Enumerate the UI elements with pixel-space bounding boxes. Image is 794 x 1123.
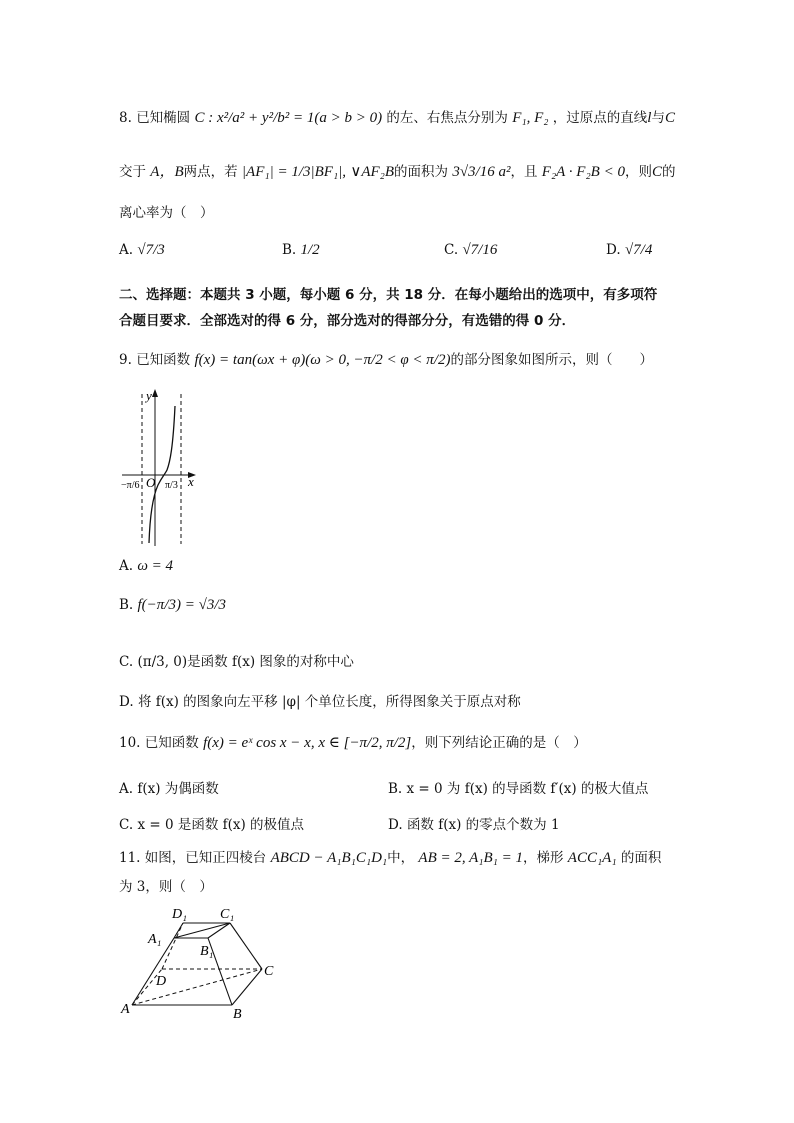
q8-ellipse-formula: C : x²/a² + y²/b² = 1(a > b > 0) <box>194 110 383 126</box>
q10-option-b[interactable] <box>388 777 648 797</box>
q8-line-l: l <box>647 110 652 126</box>
q8-c-letter: C <box>664 110 675 126</box>
q11-stem-line2: 为 3，则（ ） <box>119 879 213 895</box>
q11-solid: ABCD − A₁B₁C₁D₁ <box>270 850 388 866</box>
q9-text: 已知函数 <box>136 352 191 368</box>
edge-bc <box>232 969 262 1005</box>
label-d1: D₁ <box>172 907 187 922</box>
option-label: C. <box>119 654 134 670</box>
q8-text: ，过原点的直线 <box>552 110 648 126</box>
q8-option-a[interactable] <box>119 242 165 259</box>
q9-stem <box>119 350 653 370</box>
q10-text: ，则下列结论正确的是（ ） <box>411 735 587 751</box>
q8-text: ，则 <box>624 164 652 180</box>
q8-dot-product: F₂A · F₂B < 0 <box>541 164 625 180</box>
q10-stem <box>119 733 587 753</box>
q8-text: 的 <box>661 164 676 180</box>
q8-number: 8. <box>119 110 132 126</box>
label-b1: B₁ <box>200 944 214 959</box>
q9-tangent-graph <box>118 388 198 548</box>
q8-condition: |AF₁| = 1/3|BF₁|, <box>241 164 347 180</box>
edge-dd1 <box>162 923 183 969</box>
option-label: B. <box>388 781 403 797</box>
option-label: B. <box>282 242 297 258</box>
label-a: A <box>121 1002 130 1017</box>
y-axis-arrow-icon <box>152 389 158 397</box>
q8-points: A，B <box>150 164 184 180</box>
q11-lengths: AB = 2, A₁B₁ = 1 <box>418 850 523 866</box>
edge-b1c1 <box>208 923 230 938</box>
section2-line2: 合题目要求．全部选对的得 6 分，部分选对的得部分分，有选错的得 0 分． <box>119 313 576 329</box>
q11-frustum-figure <box>118 903 288 1023</box>
q11-text: ，梯形 <box>522 850 564 866</box>
option-label: A. <box>119 242 134 258</box>
option-value: 将 f(x) 的图象向左平移 |φ| 个单位长度，所得图象关于原点对称 <box>137 694 521 710</box>
q8-line2 <box>119 162 675 182</box>
q9-formula: f(x) = tan(ωx + φ)(ω > 0, −π/2 < φ < π/2) <box>194 352 451 368</box>
q8-text: 的面积为 <box>394 164 449 180</box>
q11-trapezoid: ACC₁A₁ <box>567 850 617 866</box>
section2-line1: 二、选择题：本题共 3 小题，每小题 6 分，共 18 分．在每小题给出的选项中，有多项符 <box>119 287 658 303</box>
option-value: √7/16 <box>462 242 498 258</box>
q8-text: 交于 <box>119 164 146 180</box>
x-label: x <box>188 474 194 489</box>
option-value: 1/2 <box>300 242 320 258</box>
option-value: ω = 4 <box>137 558 174 574</box>
q9-text: 的部分图象如图所示，则（ ） <box>450 352 653 368</box>
option-label: C. <box>444 242 459 258</box>
option-value: f(x) 为偶函数 <box>137 781 219 797</box>
q8-line3: 离心率为（ ） <box>119 205 214 221</box>
q9-option-a[interactable] <box>119 558 173 575</box>
q9-option-b[interactable] <box>119 597 226 614</box>
option-value: √7/3 <box>137 242 165 258</box>
label-a1: A₁ <box>148 932 162 947</box>
option-label: C. <box>119 817 134 833</box>
q11-text: 的面积 <box>620 850 662 866</box>
q11-number: 11. <box>119 850 141 866</box>
q9-option-d[interactable] <box>119 690 521 710</box>
option-value: 函数 f(x) 的零点个数为 1 <box>406 817 560 833</box>
q8-text: 与 <box>651 110 665 126</box>
label-d: D <box>156 974 167 989</box>
option-value: √7/4 <box>624 242 653 258</box>
q11-stem-line1 <box>119 848 661 868</box>
option-value: x = 0 是函数 f(x) 的极值点 <box>137 817 305 833</box>
option-label: D. <box>119 694 134 710</box>
q10-option-d[interactable] <box>388 813 560 833</box>
label-c: C <box>264 964 274 979</box>
right-tick-label: π/3 <box>165 480 178 491</box>
y-label: y <box>146 388 152 403</box>
q10-text: 已知函数 <box>144 735 199 751</box>
option-label: D. <box>388 817 403 833</box>
option-value: x = 0 为 f(x) 的导函数 f′(x) 的极大值点 <box>406 781 649 797</box>
q8-triangle: ∨AF₂B <box>350 164 395 180</box>
q8-area: 3√3/16 a² <box>452 164 511 180</box>
q10-formula: f(x) = eˣ cos x − x, x ∈ [−π/2, π/2] <box>203 735 412 751</box>
q10-option-c[interactable] <box>119 813 304 833</box>
origin-label: O <box>146 475 156 490</box>
q8-option-d[interactable] <box>606 242 652 259</box>
label-c1: C₁ <box>220 907 235 922</box>
q8-option-b[interactable] <box>282 242 320 259</box>
q11-text: 如图，已知正四棱台 <box>144 850 267 866</box>
q8-line1 <box>119 108 675 128</box>
q8-c-letter: C <box>651 164 662 180</box>
q8-text: 已知椭圆 <box>136 110 191 126</box>
option-value: (π/3, 0)是函数 f(x) 图象的对称中心 <box>137 654 354 670</box>
q9-number: 9. <box>119 352 132 368</box>
option-value: f(−π/3) = √3/3 <box>137 597 226 613</box>
q10-number: 10. <box>119 735 141 751</box>
edge-cc1 <box>230 923 262 969</box>
option-label: A. <box>119 781 134 797</box>
q8-text: 两点，若 <box>183 164 238 180</box>
q9-option-c[interactable] <box>119 650 354 670</box>
option-label: A. <box>119 558 134 574</box>
q8-foci: F₁, F₂ <box>512 110 549 126</box>
q11-text: 中， <box>387 850 415 866</box>
option-label: B. <box>119 597 134 613</box>
diag-a1c1 <box>174 923 230 938</box>
left-tick-label: −π/6 <box>121 480 140 491</box>
q8-text: 的左、右焦点分别为 <box>386 110 508 126</box>
option-label: D. <box>606 242 621 258</box>
q10-option-a[interactable] <box>119 777 219 797</box>
q8-option-c[interactable] <box>444 242 497 259</box>
q8-text: ，且 <box>510 164 538 180</box>
label-b: B <box>233 1007 242 1022</box>
